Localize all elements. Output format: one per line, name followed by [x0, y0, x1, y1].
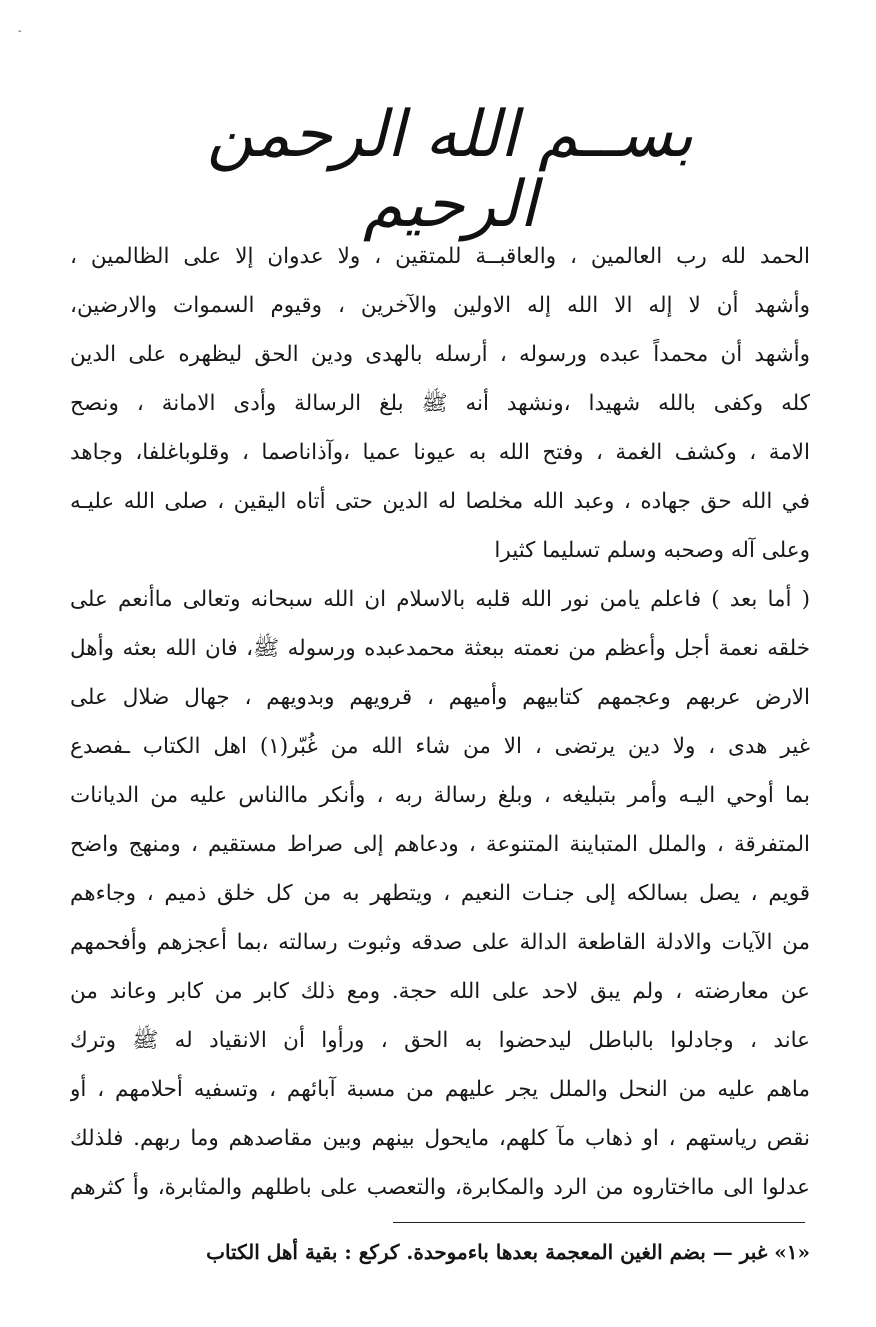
text-line: المتفرقة ، والملل المتباينة المتنوعة ، ودعاهم إلى صراط مستقيم ، ومنهج واضح	[70, 832, 810, 857]
text-line: غير هدى ، ولا دين يرتضى ، الا من شاء الله من غُبّر(١) اهل الكتاب ـفصدع	[70, 734, 810, 759]
footnote-divider	[393, 1222, 805, 1223]
text-line: ( أما بعد ) فاعلم يامن نور الله قلبه بالاسلام ان الله سبحانه وتعالى ماأنعم على	[70, 587, 810, 612]
text-line: الحمد لله رب العالمين ، والعاقبــة للمتقين ، ولا عدوان إلا على الظالمين ،	[70, 244, 810, 269]
text-line: الامة ، وكشف الغمة ، وفتح الله به عيونا عميا ،وآذاناصما ، وقلوباغلفا، وجاهد	[70, 440, 810, 465]
text-line: من الآيات والادلة القاطعة الدالة على صدقه وثبوت رسالته ،بما أعجزهم وأفحمهم	[70, 930, 810, 955]
footnote: «١» غبر — بضم الغين المعجمة بعدها باءموحدة. كركع : بقية أهل الكتاب	[206, 1240, 810, 1264]
main-text	[70, 232, 810, 1212]
text-line: كله وكفى بالله شهيدا ،ونشهد أنه ﷺ بلغ الرسالة وأدى الامانة ، ونصح	[70, 391, 810, 416]
corner-mark: -	[18, 26, 22, 37]
text-line: وأشهد أن لا إله الا الله إله الاولين والآخرين ، وقيوم السموات والارضين،	[70, 293, 810, 318]
text-line: عن معارضته ، ولم يبق لاحد على الله حجة. ومع ذلك كابر من كابر وعاند من	[70, 979, 810, 1004]
text-line: ماهم عليه من النحل والملل يجر عليهم من مسبة آبائهم ، وتسفيه أحلامهم ، أو	[70, 1077, 810, 1102]
text-line: خلقه نعمة أجل وأعظم من نعمته ببعثة محمدعبده ورسوله ﷺ، فان الله بعثه وأهل	[70, 636, 810, 661]
basmala-text: بســم الله الرحمن الرحيم	[206, 98, 694, 243]
text-line: وعلى آله وصحبه وسلم تسليما كثيرا	[494, 538, 810, 563]
text-line: عدلوا الى مااختاروه من الرد والمكابرة، والتعصب على باطلهم والمثابرة، وأ كثرهم	[70, 1175, 810, 1200]
text-line: عاند ، وجادلوا بالباطل ليدحضوا به الحق ، ورأوا أن الانقياد له ﷺ وترك	[70, 1028, 810, 1053]
text-line: الارض عربهم وعجمهم كتابيهم وأميهم ، قرويهم وبدويهم ، جهال ضلال على	[70, 685, 810, 710]
text-line: قويم ، يصل بسالكه إلى جنـات النعيم ، ويتطهر به من كل خلق ذميم ، وجاءهم	[70, 881, 810, 906]
text-line: في الله حق جهاده ، وعبد الله مخلصا له الدين حتى أتاه اليقين ، صلى الله عليـه	[70, 489, 810, 514]
text-line: بما أوحي اليـه وأمر بتبليغه ، وبلغ رسالة ربه ، وأنكر ماالناس عليه من الديانات	[70, 783, 810, 808]
text-line: نقص رياستهم ، او ذهاب مآ كلهم، مايحول بينهم وبين مقاصدهم وما ربهم. فلذلك	[70, 1126, 810, 1151]
basmala-heading	[150, 78, 750, 243]
text-line: وأشهد أن محمداً عبده ورسوله ، أرسله بالهدى ودين الحق ليظهره على الدين	[70, 342, 810, 367]
